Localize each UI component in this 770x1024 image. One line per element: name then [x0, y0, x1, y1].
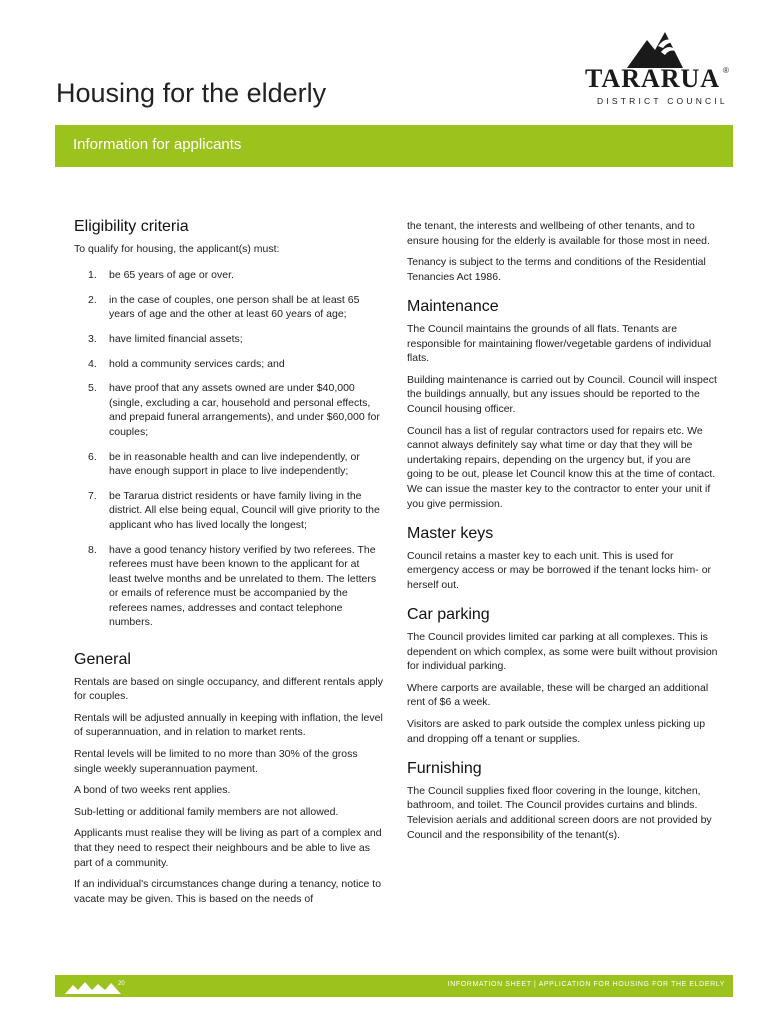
eligibility-heading: Eligibility criteria	[74, 218, 189, 235]
list-item: 3. have limited financial assets;	[88, 332, 243, 345]
mountain-logo-icon	[625, 26, 685, 68]
master-keys-heading: Master keys	[407, 525, 494, 543]
mountain-waves-icon	[65, 978, 125, 995]
eligibility-list	[74, 268, 384, 630]
general-paragraph: Rentals are based on single occupancy, and different rentals apply for couples.	[74, 675, 383, 703]
general-paragraph: Rentals will be adjusted annually in keeping with inflation, the level of superannuation, and in relation to market rents.	[74, 711, 383, 739]
general-paragraph: If an individual's circumstances change during a tenancy, notice to vacate may be given. This is based on the needs of	[74, 878, 382, 905]
footer-bar	[55, 975, 733, 997]
maintenance-heading: Maintenance	[407, 298, 499, 316]
general-heading: General	[74, 651, 131, 669]
page-title: Housing for the elderly	[56, 78, 327, 108]
car-parking-paragraph: Where carports are available, these will be charged an additional rent of $6 a week.	[407, 681, 709, 709]
logo-subtitle: DISTRICT COUNCIL	[597, 96, 728, 106]
general-paragraph: Rental levels will be limited to no more than 30% of the gross single weekly superannuation payment.	[74, 748, 358, 775]
maintenance-paragraph: Council has a list of regular contractors used for repairs etc. We cannot always definitely say what time or day that they will be undertaking repairs, depending on the urgency but, if you are going to be out, please let Council know this at the time of contact. We can issue the master key to the contractor to enter your unit if you give permission.	[407, 424, 716, 510]
car-parking-paragraph: The Council provides limited car parking at all complexes. This is dependent on which complex, as some were built without provision for individual parking.	[407, 631, 718, 673]
general-paragraph: Applicants must realise they will be living as part of a complex and that they need to respect their neighbours and be able to live as part of a community.	[74, 827, 382, 869]
list-item: 8. have a good tenancy history verified by two referees. The referees must have been known to the applicant for at least twelve months and be unrelated to them. The letters or emails of reference must be accompanied by the referees names, addresses and contact telephone numbers.	[88, 543, 377, 629]
car-parking-heading: Car parking	[407, 606, 490, 624]
maintenance-paragraph: Building maintenance is carried out by Council. Council will inspect the buildings annually, but any issues should be reported to the Council housing officer.	[407, 373, 717, 415]
furnishing-paragraph: The Council supplies fixed floor covering in the lounge, kitchen, bathroom, and toilet. The Council provides curtains and blinds. Television aerials and additional screen doors are not provided by Council and the responsibility of the tenant(s).	[407, 784, 712, 841]
continued-paragraph: Tenancy is subject to the terms and conditions of the Residential Tenancies Act 1986.	[407, 256, 706, 283]
maintenance-paragraph: The Council maintains the grounds of all flats. Tenants are responsible for maintaining flower/vegetable gardens of individual flats.	[407, 322, 712, 365]
list-item: 2. in the case of couples, one person shall be at least 65 years of age and the other at least 60 years of age;	[88, 293, 360, 321]
list-item: 5. have proof that any assets owned are under $40,000 (single, excluding a car, household and personal effects, and prepaid funeral arrangements), and under $60,000 for couples;	[88, 382, 380, 438]
council-logo	[585, 26, 733, 106]
list-item: 1. be 65 years of age or over.	[88, 269, 234, 282]
logo-wordmark: TARARUA	[585, 64, 721, 93]
left-column	[74, 220, 384, 913]
furnishing-heading: Furnishing	[407, 760, 482, 778]
continued-paragraph: the tenant, the interests and wellbeing of other tenants, and to ensure housing for the elderly is available for those most in need.	[407, 220, 710, 247]
list-item: 6. be in reasonable health and can live independently, or have enough support in place to live independently;	[88, 450, 360, 478]
banner-text: Information for applicants	[73, 136, 242, 153]
info-banner	[55, 125, 733, 167]
car-parking-paragraph: Visitors are asked to park outside the complex unless picking up and dropping off a tenant or supplies.	[407, 718, 706, 745]
general-paragraph: A bond of two weeks rent applies.	[74, 784, 231, 797]
eligibility-intro: To qualify for housing, the applicant(s) must:	[74, 242, 280, 255]
right-column	[407, 219, 719, 849]
page-mark: 20	[118, 981, 125, 987]
list-item: 7. be Tararua district residents or have family living in the district. All else being equal, Council will give priority to the applicant who has lived locally the longest;	[88, 489, 380, 531]
general-paragraph: Sub-letting or additional family members are not allowed.	[74, 805, 339, 818]
registered-mark: ®	[723, 66, 729, 75]
list-item: 4. hold a community services cards; and	[88, 357, 285, 370]
master-keys-paragraph: Council retains a master key to each unit. This is used for emergency access or may be borrowed if the tenant locks him- or herself out.	[407, 549, 712, 591]
footer-text: INFORMATION SHEET | APPLICATION FOR HOUSING FOR THE ELDERLY	[447, 981, 725, 988]
